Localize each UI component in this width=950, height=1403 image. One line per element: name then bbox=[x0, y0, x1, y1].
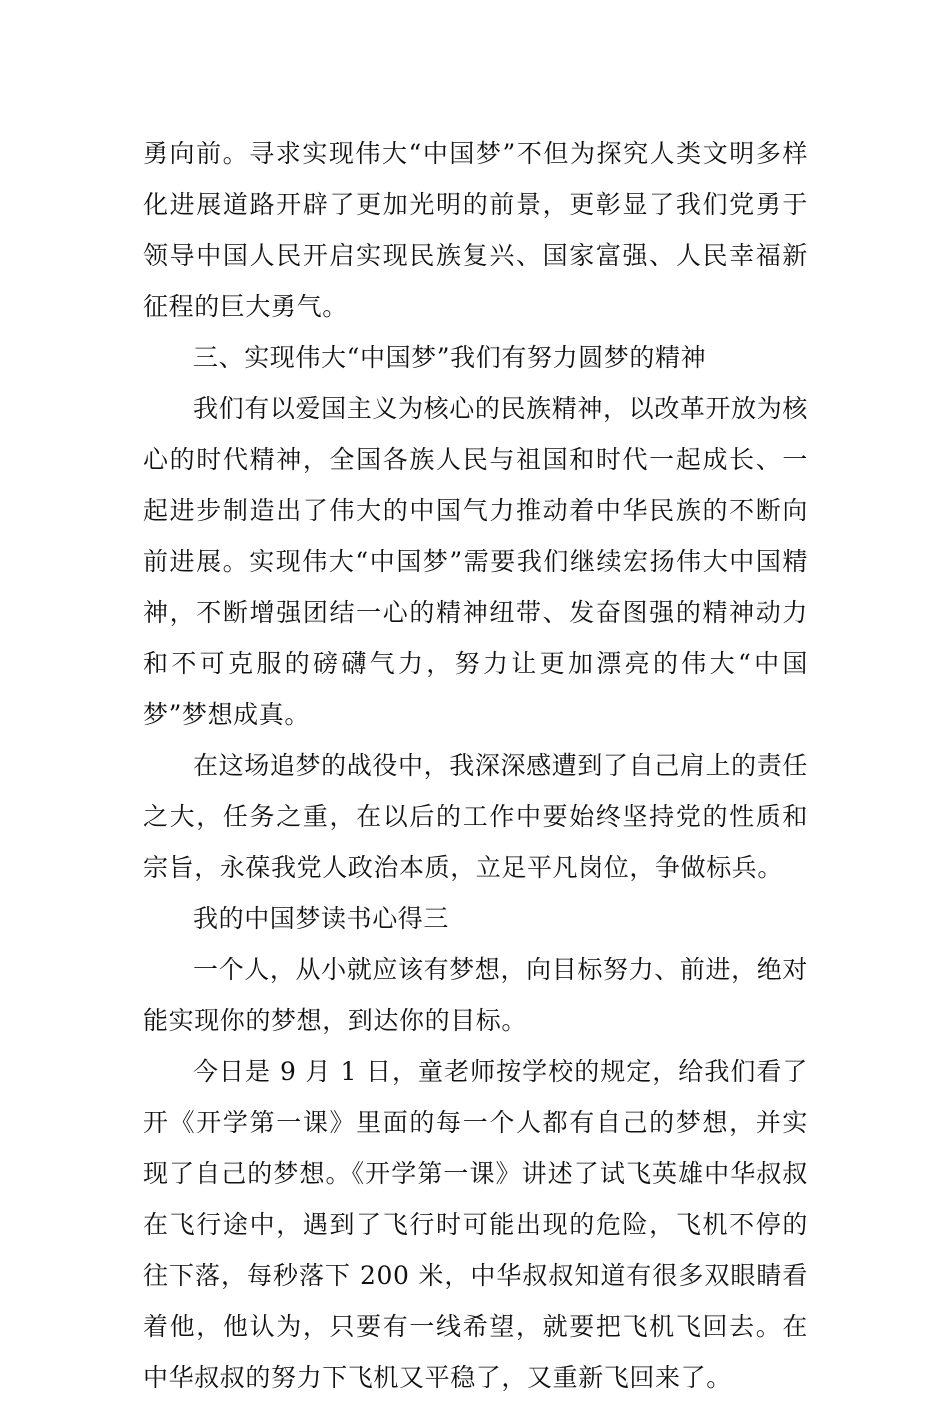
paragraph: 今日是 9 月 1 日，童老师按学校的规定，给我们看了开《开学第一课》里面的每一个人都有自己的梦想，并实现了自己的梦想。《开学第一课》讲述了试飞英雄中华叔叔在飞行途中，遇到了飞行时可能出现的危险，飞机不停的往下落，每秒落下 200 米，中华叔叔知道有很多双眼睛看着他，他认为，只要有一线希望，就要把飞机飞回去。在中华叔叔的努力下飞机又平稳了，又重新飞回来了。 bbox=[143, 1057, 808, 1392]
section-heading: 三、实现伟大“中国梦”我们有努力圆梦的精神 bbox=[193, 343, 707, 372]
paragraph: 一个人，从小就应该有梦想，向目标努力、前进，绝对能实现你的梦想，到达你的目标。 bbox=[143, 955, 808, 1035]
article-title: 我的中国梦读书心得三 bbox=[193, 904, 450, 933]
paragraph: 在这场追梦的战役中，我深深感遭到了自己肩上的责任之大，任务之重，在以后的工作中要始终坚持党的性质和宗旨，永葆我党人政治本质，立足平凡岗位，争做标兵。 bbox=[143, 751, 808, 882]
paragraph-continuation: 勇向前。寻求实现伟大“中国梦”不但为探究人类文明多样化进展道路开辟了更加光明的前景，更彰显了我们党勇于领导中国人民开启实现民族复兴、国家富强、人民幸福新征程的巨大勇气。 bbox=[143, 139, 808, 321]
paragraph: 我们有以爱国主义为核心的民族精神，以改革开放为核心的时代精神，全国各族人民与祖国和时代一起成长、一起进步制造出了伟大的中国气力推动着中华民族的不断向前进展。实现伟大“中国梦”需要我们继续宏扬伟大中国精神，不断增强团结一心的精神纽带、发奋图强的精神动力和不可克服的磅礴气力，努力让更加漂亮的伟大“中国梦”梦想成真。 bbox=[143, 394, 808, 729]
document-body bbox=[143, 128, 808, 1403]
